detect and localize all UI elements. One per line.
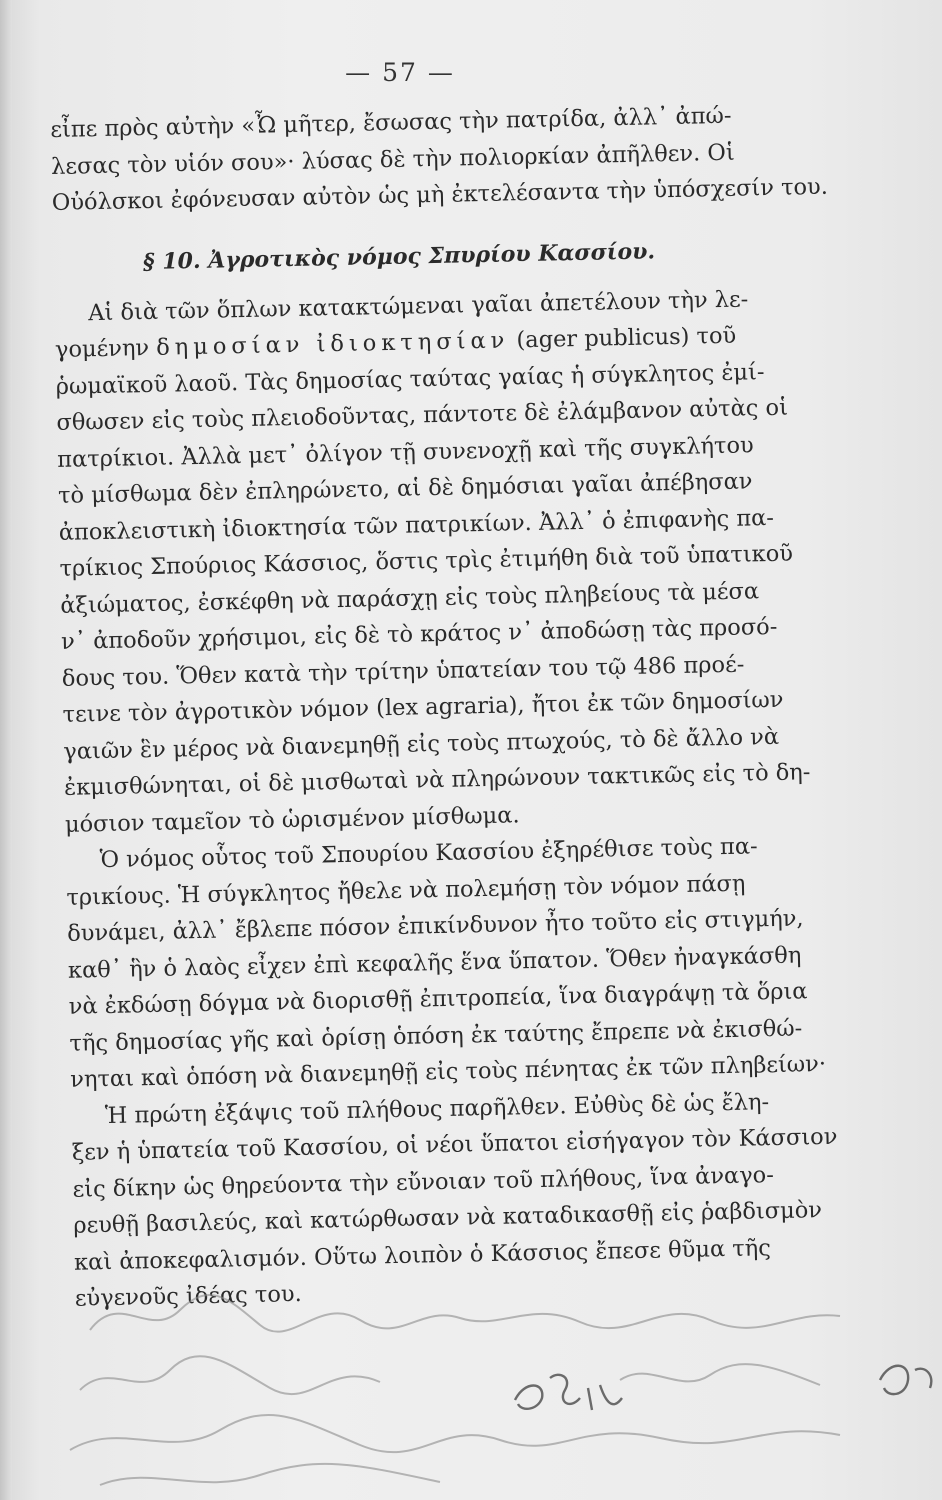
text-line: τρικίους. Ἡ σύγκλητος ἤθελε νὰ πολεμήσῃ τὸν νόμον πάσῃ	[66, 870, 746, 911]
text-line: τρίκιος Σπούριος Κάσσιος, ὅστις τρὶς ἐτιμήθη διὰ τοῦ ὑπατικοῦ	[59, 540, 794, 582]
text-line: τεινε τὸν ἀγροτικὸν νόμον (lex agraria), ἤτοι ἐκ τῶν δημοσίων	[62, 686, 784, 728]
text-line: Ἡ πρώτη ἐξάψις τοῦ πλήθους παρῆλθεν. Εὐθὺς δὲ ὡς ἔλη-	[104, 1088, 770, 1129]
text-line: νὰ ἐκδώσῃ δόγμα νὰ διορισθῇ ἐπιτροπεία, ἵνα διαγράψῃ τὰ ὅρια	[68, 978, 808, 1020]
text-line: καὶ ἀποκεφαλισμόν. Οὕτω λοιπὸν ὁ Κάσσιος ἔπεσε θῦμα τῆς	[73, 1234, 772, 1276]
text-line: λεσας τὸν υἱόν σου»· λύσας δὲ τὴν πολιορκίαν ἀπῆλθεν. Οἱ	[50, 139, 735, 180]
text-line: ξεν ἡ ὑπατεία τοῦ Κασσίου, οἱ νέοι ὕπατοι εἰσήγαγον τὸν Κάσσιον	[71, 1123, 838, 1166]
text-line: Αἱ διὰ τῶν ὅπλων κατακτώμεναι γαῖαι ἀπετέλουν τὴν λε-	[87, 285, 749, 326]
page-number: — 57 —	[345, 58, 455, 87]
spaced-term: δημοσίαν ἰδιοκτησίαν	[155, 327, 510, 361]
text-line: μόσιον ταμεῖον τὸ ὡρισμένον μίσθωμα.	[64, 801, 520, 838]
text-line: εἶπε πρὸς αὐτὴν «Ὦ μῆτερ, ἔσωσας τὴν πατρίδα, ἀλλ᾽ ἀπώ-	[50, 102, 732, 143]
text-line: τὸ μίσθωμα δὲν ἐπληρώνετο, αἱ δὲ δημόσιαι γαῖαι ἀπέβησαν	[57, 468, 753, 509]
text-line: ἐκμισθώνηται, οἱ δὲ μισθωταὶ νὰ πληρώνουν τακτικῶς εἰς τὸ δη-	[63, 759, 811, 801]
text-line: καθ᾽ ἣν ὁ λαὸς εἶχεν ἐπὶ κεφαλῆς ἕνα ὕπατον. Ὅθεν ἠναγκάσθη	[67, 941, 802, 984]
text-line: δυνάμει, ἀλλ᾽ ἔβλεπε πόσον ἐπικίνδυνον ἦτο τοῦτο εἰς στιγμήν,	[66, 905, 804, 947]
binding-edge	[0, 0, 12, 1500]
pencil-scribble	[60, 1270, 940, 1500]
text-line: δους του. Ὅθεν κατὰ τὴν τρίτην ὑπατείαν του τῷ 486 προέ-	[61, 651, 745, 692]
text-run: (ager publicus) τοῦ	[509, 322, 737, 354]
text-line: ῥωμαϊκοῦ λαοῦ. Τὰς δημοσίας ταύτας γαίας ἡ σύγκλητος ἐμί-	[55, 358, 765, 400]
text-line: γαιῶν ἓν μέρος νὰ διανεμηθῇ εἰς τοὺς πτωχούς, τὸ δὲ ἄλλο νὰ	[63, 723, 780, 765]
text-line: νηται καὶ ὁπόση νὰ διανεμηθῇ εἰς τοὺς πένητας ἐκ τῶν πληβείων·	[70, 1050, 827, 1093]
text-line: ἀποκλειστικὴ ἰδιοκτησία τῶν πατρικίων. Ἀλλ᾽ ὁ ἐπιφανὴς πα-	[58, 504, 775, 546]
text-line: ν᾽ ἀποδοῦν χρήσιμοι, εἰς δὲ τὸ κράτος ν᾽ ἀποδώσῃ τὰς προσό-	[60, 613, 778, 655]
text-line: ἀξιώματος, ἐσκέφθη νὰ παράσχῃ εἰς τοὺς πληβείους τὰ μέσα	[60, 577, 760, 619]
text-line: Ὁ νόμος οὗτος τοῦ Σπουρίου Κασσίου ἐξηρέθισε τοὺς πα-	[99, 833, 758, 874]
text-line: εὐγενοῦς ἰδέας του.	[74, 1280, 302, 1312]
section-heading: § 10. Ἀγροτικὸς νόμος Σπυρίου Κασσίου.	[142, 237, 656, 275]
text-line: ρευθῇ βασιλεύς, καὶ κατώρθωσαν νὰ καταδικασθῇ εἰς ῥαβδισμὸν	[73, 1197, 823, 1239]
text-line: πατρίκιοι. Ἀλλὰ μετ᾽ ὀλίγον τῇ συνενοχῇ καὶ τῆς συγκλήτου	[57, 431, 754, 473]
page-body	[50, 97, 838, 1318]
text-line: σθωσεν εἰς τοὺς πλειοδοῦντας, πάντοτε δὲ ἐλάμβανον αὐτὰς οἱ	[56, 394, 789, 436]
text-line: τῆς δημοσίας γῆς καὶ ὁρίσῃ ὁπόση ἐκ ταύτης ἔπρεπε νὰ ἐκισθώ-	[69, 1014, 803, 1057]
handwritten-pencil-notes	[60, 1270, 940, 1500]
text-line: Οὐόλσκοι ἐφόνευσαν αὐτὸν ὡς μὴ ἐκτελέσαντα τὴν ὑπόσχεσίν του.	[51, 173, 829, 216]
text-run: γομένην	[54, 334, 157, 363]
text-line: εἰς δίκην ὡς θηρεύοντα τὴν εὔνοιαν τοῦ πλήθους, ἵνα ἀναγο-	[72, 1161, 775, 1203]
